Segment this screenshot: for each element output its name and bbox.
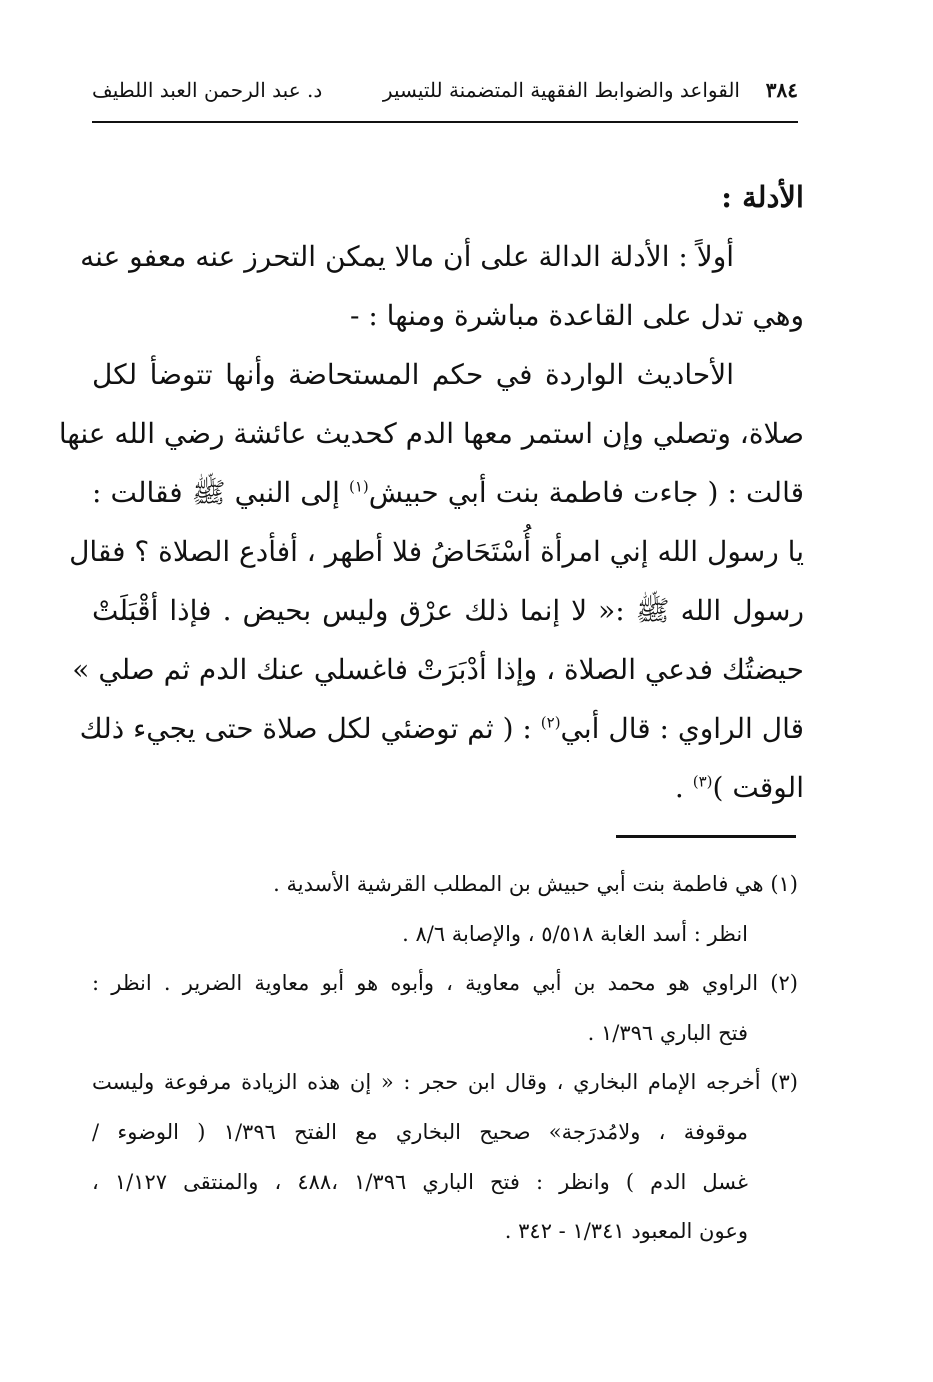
running-header	[92, 70, 798, 110]
text-line: الأحاديث الواردة في حكم المستحاضة وأنها تتوضأ لكل	[92, 358, 734, 391]
footnote-line	[92, 1058, 798, 1108]
text-line	[92, 463, 804, 522]
text-line: حيضتُك فدعي الصلاة ، وإذا أدْبَرَتْ فاغسلي عنك الدم ثم صلي »	[72, 653, 804, 686]
footnote-number: (٣)	[770, 1070, 798, 1095]
text-line	[92, 758, 804, 817]
footnote-line: غسل الدم ) وانظر : فتح الباري ١/٣٩٦ ،٤٨٨ ، والمنتقى ١/١٢٧ ،	[92, 1169, 749, 1194]
footnote-number: (٢)	[770, 971, 798, 996]
text-line: أولاً : الأدلة الدالة على أن مالا يمكن التحرز عنه معفو عنه	[80, 240, 734, 273]
page-number: ٣٨٤	[765, 78, 798, 102]
footnote-separator	[616, 835, 796, 838]
text-line: وهي تدل على القاعدة مباشرة ومنها : -	[349, 299, 804, 332]
footnote-marker: (٣)	[692, 772, 713, 791]
section-heading: الأدلة :	[721, 180, 804, 214]
text-run: إلى النبي ﷺ فقالت :	[92, 476, 349, 509]
footnote-line: وعون المعبود ١/٣٤١ - ٣٤٢ .	[504, 1219, 748, 1244]
author-name: د. عبد الرحمن العبد اللطيف	[92, 78, 323, 102]
text-run: : ( ثم توضئي لكل صلاة حتى يجيء ذلك	[79, 712, 541, 745]
text-run: قالت : ( جاءت فاطمة بنت أبي حبيش	[368, 476, 805, 509]
footnote-line	[92, 860, 798, 910]
footnote-text: هي فاطمة بنت أبي حبيش بن المطلب القرشية الأسدية .	[273, 872, 764, 896]
text-run: الوقت )	[712, 771, 804, 804]
footnote-line: فتح الباري ١/٣٩٦ .	[587, 1020, 748, 1045]
text-line: رسول الله ﷺ :« لا إنما ذلك عرْق وليس بحيض . فإذا أقْبَلَتْ	[92, 594, 804, 627]
footnote-line: انظر : أسد الغابة ٥/٥١٨ ، والإصابة ٨/٦ .	[402, 921, 748, 946]
footnotes	[92, 860, 798, 1257]
book-title: القواعد والضوابط الفقهية المتضمنة للتيسير	[382, 78, 740, 102]
footnote-text: الراوي هو محمد بن أبي معاوية ، وأبوه هو أبو معاوية الضرير . انظر :	[92, 971, 759, 996]
footnote-line: موقوفة ، ولامُدرَجة» صحيح البخاري مع الفتح ١/٣٩٦ ( الوضوء /	[92, 1119, 748, 1144]
text-line	[79, 699, 804, 758]
text-run: .	[674, 771, 693, 804]
header-rule	[92, 121, 798, 123]
text-line: يا رسول الله إني امرأة أُسْتَحَاضُ فلا أطهر ، أفأدع الصلاة ؟ فقال	[69, 535, 804, 568]
footnote-text: أخرجه الإمام البخاري ، وقال ابن حجر : « إن هذه الزيادة مرفوعة وليست	[92, 1070, 761, 1095]
footnote-marker: (٢)	[540, 713, 561, 732]
footnote-marker: (١)	[349, 477, 369, 496]
footnote-number: (١)	[770, 872, 798, 896]
text-line: صلاة، وتصلي وإن استمر معها الدم كحديث عائشة رضي الله عنها	[58, 417, 804, 450]
text-run: قال الراوي : قال أبي	[560, 712, 804, 745]
footnote-line	[92, 959, 798, 1009]
main-text	[58, 168, 805, 817]
